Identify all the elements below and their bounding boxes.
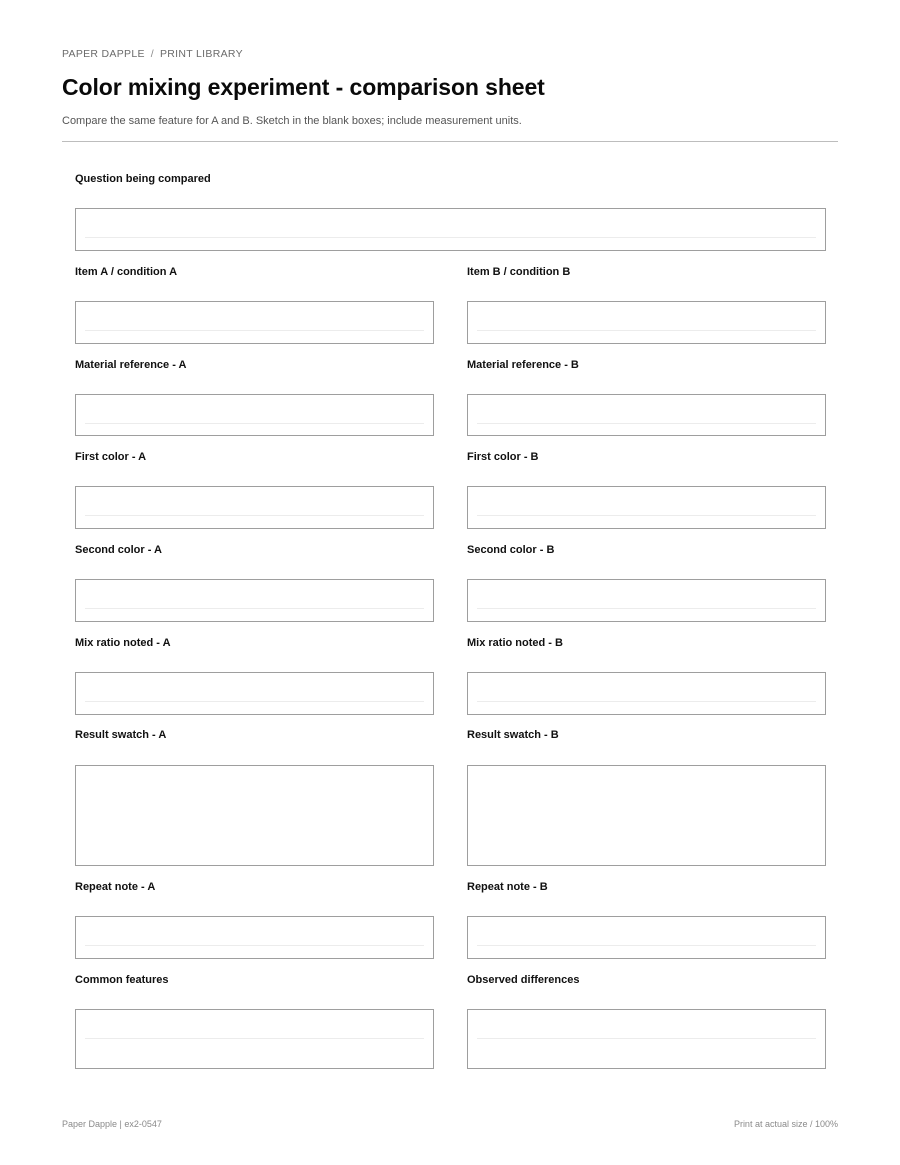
item-a-label: Item A / condition A (75, 266, 178, 278)
writing-line (85, 608, 424, 609)
mix-ratio-a-field[interactable] (75, 672, 434, 715)
breadcrumb-site[interactable]: PAPER DAPPLE (62, 48, 145, 60)
writing-line (85, 515, 424, 516)
question-field[interactable] (75, 208, 826, 251)
repeat-note-a-field[interactable] (75, 916, 434, 959)
material-a-field[interactable] (75, 394, 434, 436)
footer-print-note: Print at actual size / 100% (733, 1119, 838, 1129)
writing-line (477, 701, 816, 702)
item-b-label: Item B / condition B (467, 266, 571, 278)
mix-ratio-b-field[interactable] (467, 672, 826, 715)
footer-document-id: Paper Dapple | ex2-0547 (62, 1119, 162, 1129)
writing-line (85, 423, 424, 424)
mix-ratio-b-label: Mix ratio noted - B (467, 637, 563, 649)
first-color-b-field[interactable] (467, 486, 826, 529)
first-color-b-label: First color - B (467, 451, 539, 463)
second-color-a-label: Second color - A (75, 544, 162, 556)
writing-line (477, 1038, 816, 1039)
page-title: Color mixing experiment - comparison sheet (62, 74, 545, 100)
result-swatch-b-label: Result swatch - B (467, 729, 559, 741)
breadcrumb-section[interactable]: PRINT LIBRARY (160, 48, 243, 60)
first-color-a-label: First color - A (75, 451, 147, 463)
breadcrumb-separator: / (150, 48, 154, 60)
writing-line (85, 330, 424, 331)
writing-line (477, 608, 816, 609)
writing-line (85, 1038, 424, 1039)
second-color-b-label: Second color - B (467, 544, 555, 556)
writing-line (85, 237, 816, 238)
result-swatch-a-sketch-box[interactable] (75, 765, 434, 866)
writing-line (477, 423, 816, 424)
common-features-label: Common features (75, 974, 169, 986)
header-divider (62, 141, 838, 142)
writing-line (85, 701, 424, 702)
observed-differences-label: Observed differences (467, 974, 580, 986)
page-subtitle: Compare the same feature for A and B. Sketch in the blank boxes; include measurement units. (62, 115, 522, 127)
result-swatch-a-label: Result swatch - A (75, 729, 167, 741)
repeat-note-b-field[interactable] (467, 916, 826, 959)
writing-line (477, 515, 816, 516)
writing-line (85, 945, 424, 946)
material-b-field[interactable] (467, 394, 826, 436)
breadcrumb (62, 48, 243, 60)
repeat-note-a-label: Repeat note - A (75, 881, 156, 893)
first-color-a-field[interactable] (75, 486, 434, 529)
second-color-b-field[interactable] (467, 579, 826, 622)
item-b-field[interactable] (467, 301, 826, 344)
repeat-note-b-label: Repeat note - B (467, 881, 548, 893)
material-b-label: Material reference - B (467, 359, 579, 371)
writing-line (477, 945, 816, 946)
result-swatch-b-sketch-box[interactable] (467, 765, 826, 866)
common-features-field[interactable] (75, 1009, 434, 1069)
mix-ratio-a-label: Mix ratio noted - A (75, 637, 171, 649)
question-label: Question being compared (75, 173, 211, 185)
material-a-label: Material reference - A (75, 359, 187, 371)
item-a-field[interactable] (75, 301, 434, 344)
writing-line (477, 330, 816, 331)
second-color-a-field[interactable] (75, 579, 434, 622)
observed-differences-field[interactable] (467, 1009, 826, 1069)
